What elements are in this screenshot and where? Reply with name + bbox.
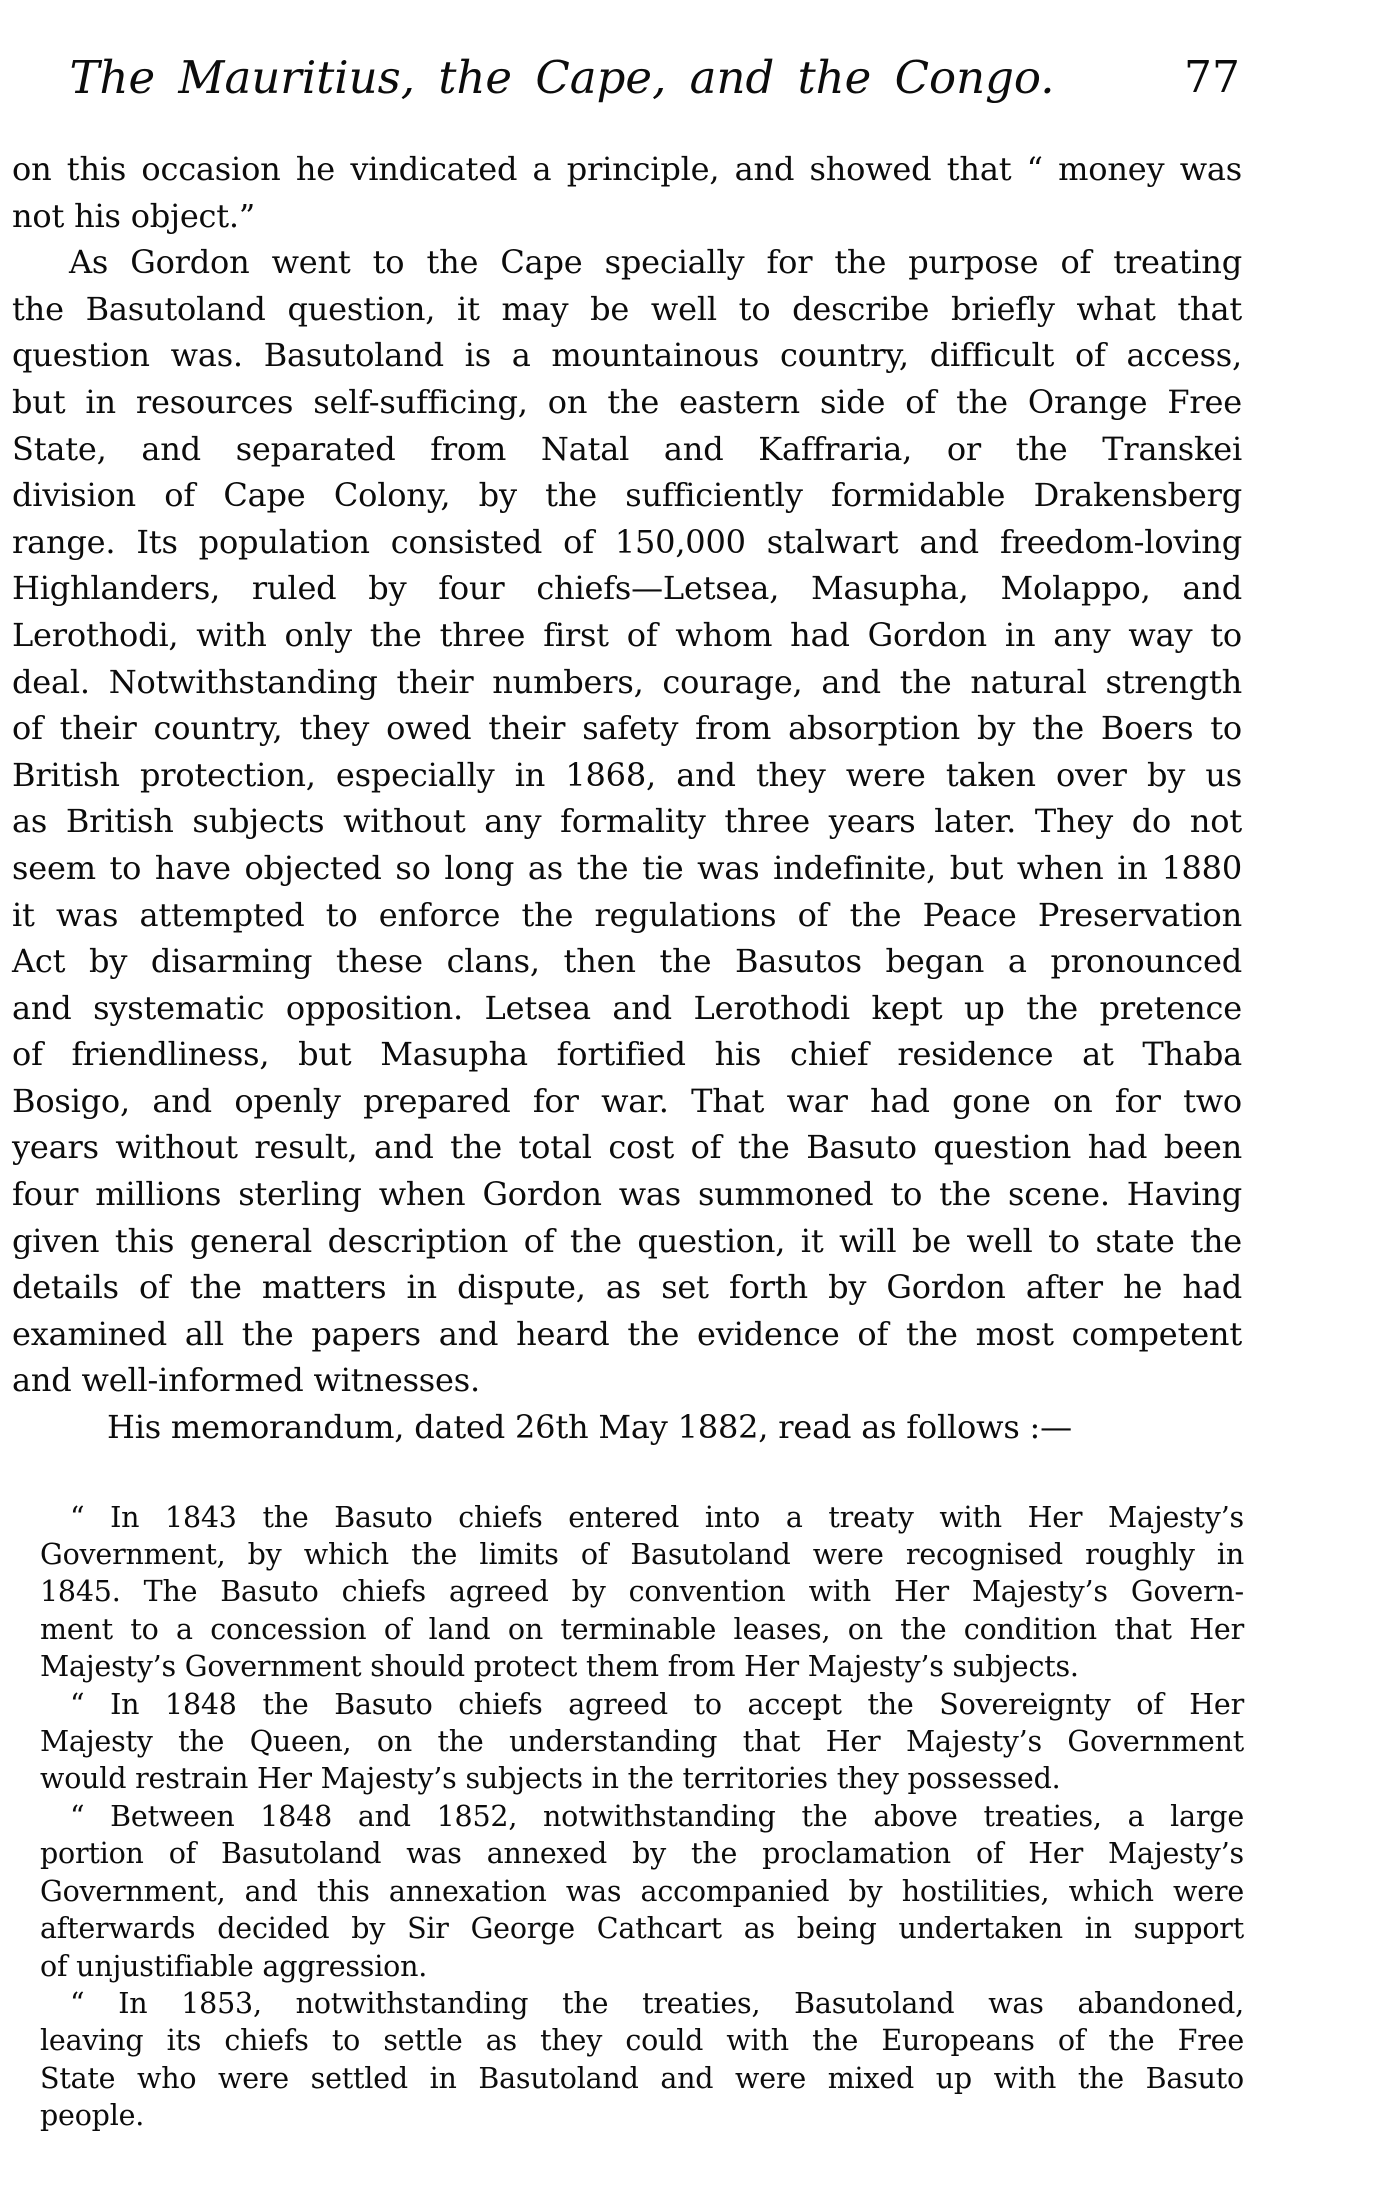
text-line: range. Its population consisted of 150,000 stalwart and freedom-loving (12, 522, 1242, 561)
text-line: As Gordon went to the Cape specially for the purpose of treating (69, 243, 1242, 282)
text-line: question was. Basutoland is a mountainous country, difficult of access, (12, 336, 1242, 375)
text-line: 1845. The Basuto chiefs agreed by convention with Her Majesty’s Govern- (40, 1575, 1244, 1609)
text-line: “ In 1853, notwithstanding the treaties, Basutoland was abandoned, (70, 1986, 1244, 2020)
text-line: “ In 1843 the Basuto chiefs entered into a treaty with Her Majesty’s (70, 1500, 1244, 1534)
text-line: of friendliness, but Masupha fortified his chief residence at Thaba (12, 1035, 1242, 1074)
text-line: His memorandum, dated 26th May 1882, read as follows :— (107, 1408, 1072, 1447)
text-line: details of the matters in dispute, as set forth by Gordon after he had (12, 1268, 1242, 1307)
main-text (12, 146, 1242, 1451)
text-line: on this occasion he vindicated a principle, and showed that “ money was (12, 150, 1242, 188)
text-line: examined all the papers and heard the evidence of the most competent (12, 1314, 1242, 1353)
memo-paragraph-1853 (40, 1985, 1244, 2135)
text-line: Majesty’s Government should protect them from Her Majesty’s subjects. (40, 1650, 1079, 1684)
text-line: of unjustifiable aggression. (40, 1949, 428, 1983)
text-line: Lerothodi, with only the three first of whom had Gordon in any way to (12, 615, 1242, 654)
text-line: it was attempted to enforce the regulations of the Peace Preservation (12, 895, 1242, 934)
text-line: leaving its chiefs to settle as they could with the Europeans of the Free (40, 2024, 1244, 2058)
text-line: would restrain Her Majesty’s subjects in the territories they possessed. (40, 1762, 1061, 1796)
text-line: Act by disarming these clans, then the Basutos began a pronounced (12, 942, 1242, 981)
text-line: and systematic opposition. Letsea and Lerothodi kept up the pretence (12, 988, 1242, 1027)
text-line: and well-informed witnesses. (12, 1361, 480, 1400)
text-column (12, 146, 1242, 2135)
text-line: Government, and this annexation was accompanied by hostilities, which were (40, 1874, 1244, 1908)
text-line: “ Between 1848 and 1852, notwithstanding the above treaties, a large (70, 1799, 1244, 1833)
text-line: given this general description of the question, it will be well to state the (12, 1221, 1242, 1260)
paragraph-memorandum-intro (12, 1404, 1242, 1451)
text-line: as British subjects without any formality three years later. They do not (12, 802, 1242, 841)
memo-paragraph-1848-1852 (40, 1798, 1244, 1985)
text-line: State who were settled in Basutoland and were mixed up with the Basuto (40, 2061, 1244, 2095)
text-line: not his object.” (12, 196, 256, 235)
text-line: seem to have objected so long as the tie was indefinite, but when in 1880 (12, 848, 1242, 887)
text-line: people. (40, 2099, 145, 2133)
text-line: British protection, especially in 1868, and they were taken over by us (12, 755, 1242, 794)
running-header (12, 46, 1242, 110)
text-line: division of Cape Colony, by the sufficiently formidable Drakensberg (12, 476, 1242, 515)
text-line: Bosigo, and openly prepared for war. That war had gone on for two (12, 1081, 1242, 1120)
text-line: afterwards decided by Sir George Cathcart as being undertaken in support (40, 1912, 1244, 1946)
page-title: The Mauritius, the Cape, and the Congo. (69, 51, 1055, 104)
text-line: Majesty the Queen, on the understanding that Her Majesty’s Government (40, 1725, 1244, 1759)
memo-paragraph-1843 (40, 1499, 1244, 1686)
paragraph-basutoland-question (12, 239, 1242, 1404)
text-line: “ In 1848 the Basuto chiefs agreed to accept the Sovereignty of Her (70, 1687, 1244, 1721)
memorandum-block (40, 1499, 1244, 2135)
page-number: 77 (1184, 52, 1240, 103)
text-line: but in resources self-sufficing, on the eastern side of the Orange Free (12, 382, 1242, 421)
text-line: State, and separated from Natal and Kaffraria, or the Transkei (12, 429, 1242, 468)
text-line: of their country, they owed their safety from absorption by the Boers to (12, 709, 1242, 748)
memo-paragraph-1848 (40, 1686, 1244, 1798)
text-line: Highlanders, ruled by four chiefs—Letsea, Masupha, Molappo, and (12, 569, 1242, 608)
text-line: years without result, and the total cost of the Basuto question had been (12, 1128, 1242, 1167)
text-line: ment to a concession of land on terminable leases, on the condition that Her (40, 1612, 1244, 1646)
paragraph-continuation (12, 146, 1242, 239)
text-line: Government, by which the limits of Basutoland were recognised roughly in (40, 1538, 1244, 1572)
text-line: portion of Basutoland was annexed by the proclamation of Her Majesty’s (40, 1837, 1244, 1871)
text-line: the Basutoland question, it may be well to describe briefly what that (12, 289, 1242, 328)
text-line: four millions sterling when Gordon was summoned to the scene. Having (12, 1175, 1242, 1214)
text-line: deal. Notwithstanding their numbers, courage, and the natural strength (12, 662, 1242, 701)
